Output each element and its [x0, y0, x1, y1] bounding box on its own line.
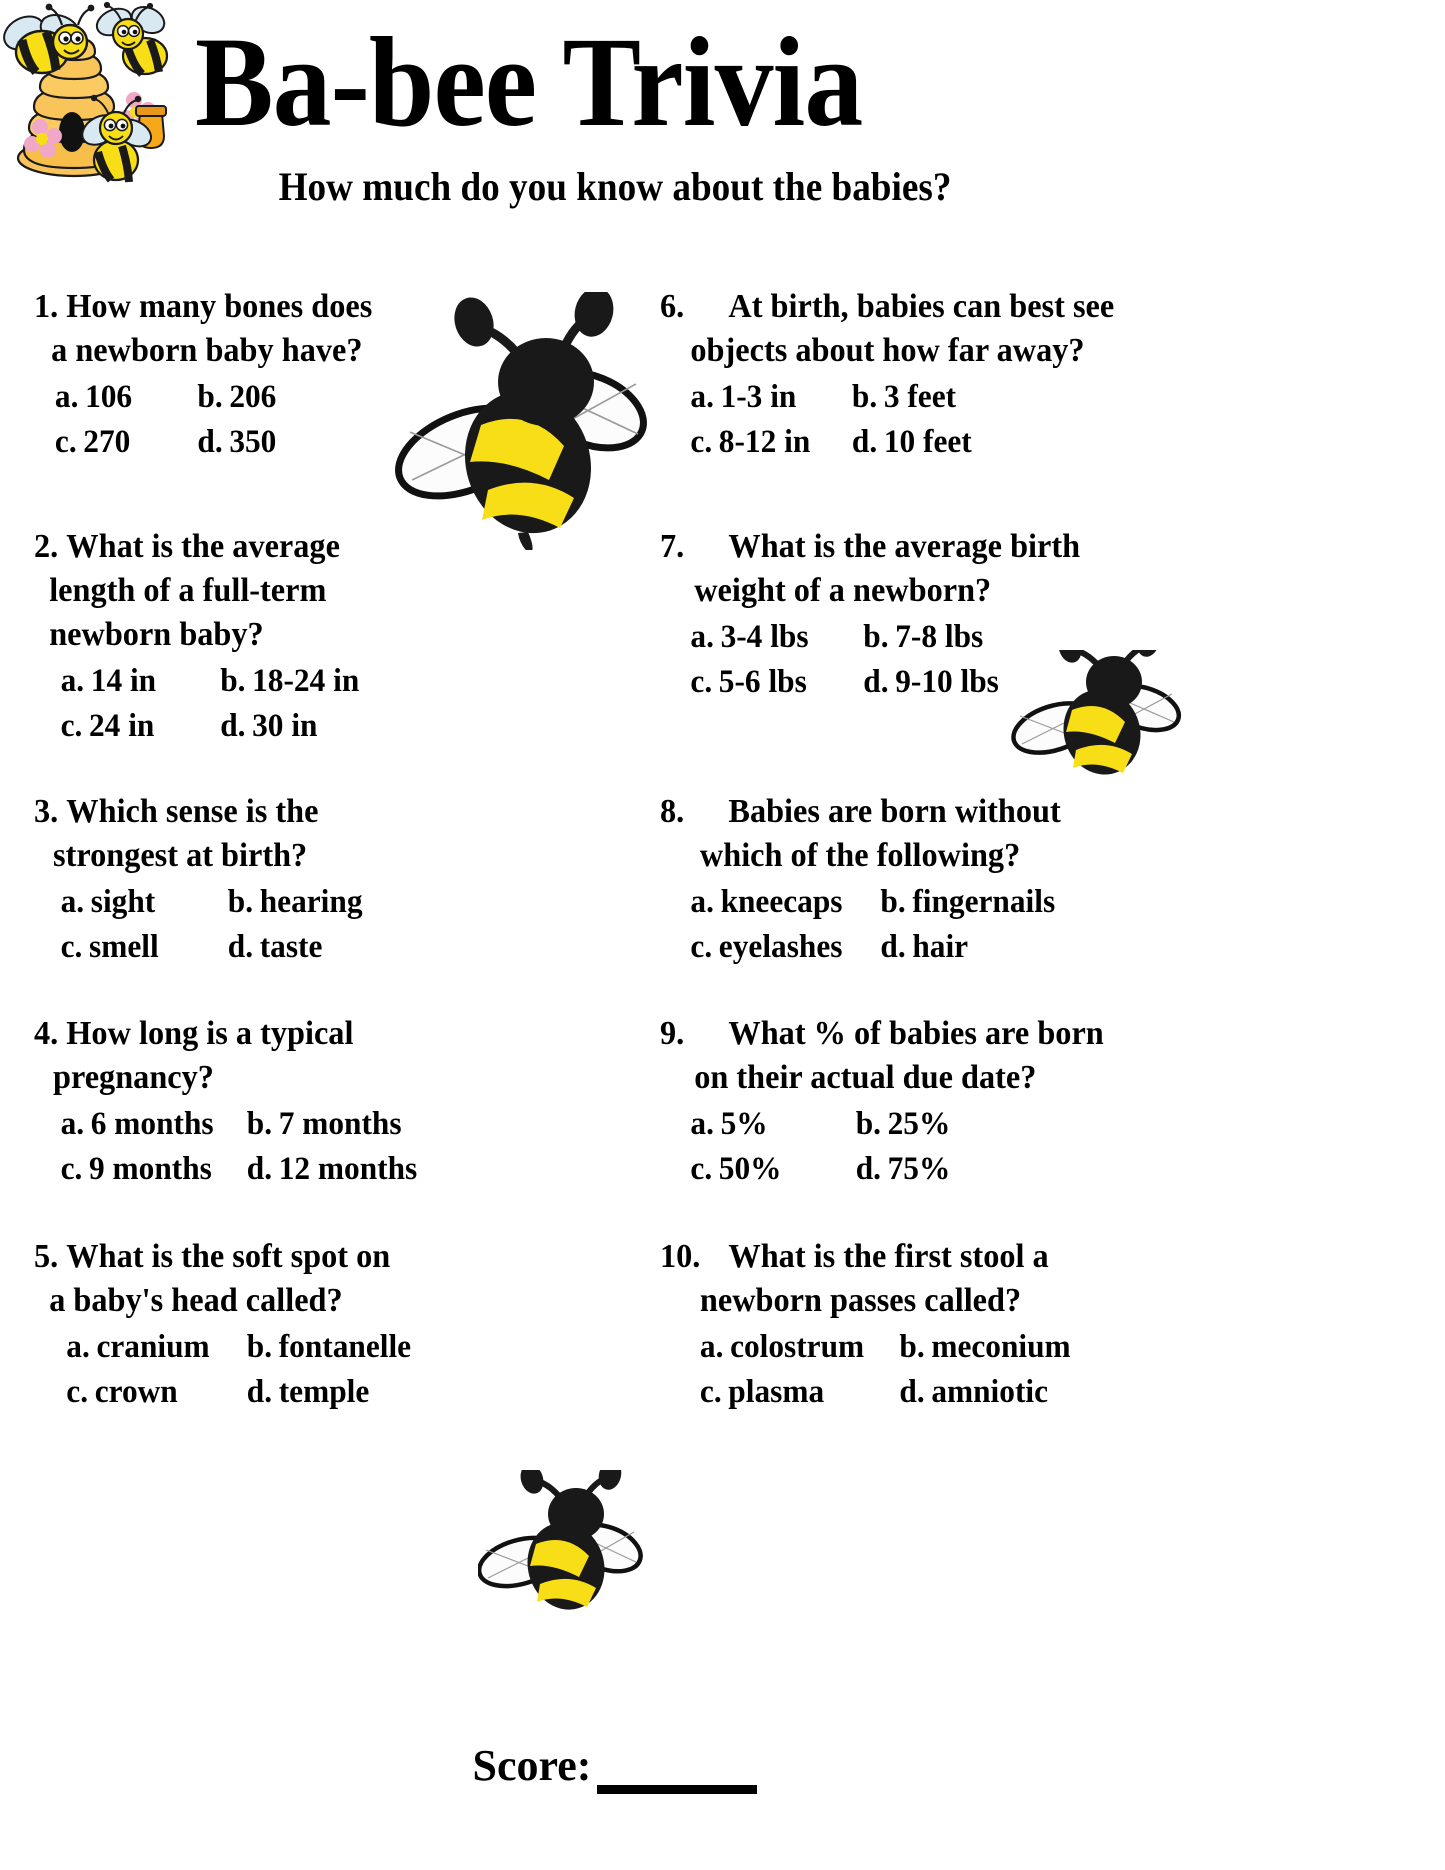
option-label: c. — [699, 1374, 722, 1410]
option-text: 3 feet — [883, 379, 957, 415]
question-text: What is the average — [66, 528, 340, 565]
option-d[interactable] — [852, 420, 972, 465]
option-label: c. — [690, 929, 713, 965]
option-c[interactable] — [34, 420, 197, 465]
option-text: 9-10 lbs — [895, 664, 999, 700]
answer-options — [34, 880, 452, 970]
option-text: 5% — [720, 1106, 768, 1142]
option-label: b. — [246, 1329, 273, 1365]
option-c[interactable] — [34, 925, 228, 970]
option-text: 12 months — [278, 1151, 418, 1187]
option-a[interactable] — [34, 1102, 247, 1147]
option-d[interactable] — [247, 1370, 369, 1415]
question-text: How long is a typical — [66, 1015, 354, 1052]
question-text: Which sense is the — [66, 793, 319, 830]
option-d[interactable] — [880, 925, 968, 970]
option-d[interactable] — [899, 1370, 1048, 1415]
option-c[interactable] — [660, 1370, 899, 1415]
option-b[interactable] — [228, 880, 363, 925]
option-label: d. — [863, 664, 889, 700]
option-label: d. — [880, 929, 906, 965]
option-d[interactable] — [247, 1147, 417, 1192]
question-number: 7. — [660, 528, 685, 565]
question-text: How many bones does — [66, 288, 373, 325]
option-label: a. — [60, 663, 85, 699]
option-label: c. — [60, 708, 83, 744]
option-label: b. — [863, 619, 889, 655]
option-text: 6 months — [90, 1106, 214, 1142]
option-c[interactable] — [660, 925, 880, 970]
option-text: hair — [912, 929, 969, 965]
option-b[interactable] — [220, 659, 359, 704]
option-text: 75% — [887, 1151, 951, 1187]
option-label: a. — [60, 884, 85, 920]
option-a[interactable] — [34, 375, 197, 420]
option-label: a. — [54, 379, 79, 415]
option-label: c. — [690, 664, 713, 700]
question-text: Babies are born without — [728, 793, 1061, 830]
option-b[interactable] — [247, 1325, 411, 1370]
option-label: d. — [855, 1151, 881, 1187]
question-text: At birth, babies can best see — [728, 288, 1115, 325]
page-title: Ba-bee Trivia — [195, 11, 863, 153]
option-d[interactable] — [863, 660, 999, 705]
option-label: a. — [60, 1106, 85, 1142]
question-number: 4. — [34, 1015, 59, 1052]
option-text: temple — [278, 1374, 370, 1410]
option-label: d. — [220, 708, 246, 744]
option-b[interactable] — [197, 375, 276, 420]
question-number: 9. — [660, 1015, 685, 1052]
option-text: 350 — [229, 424, 277, 460]
question-text-line: objects about how far away? — [690, 332, 1085, 369]
question-5 — [34, 1235, 474, 1415]
answer-options — [34, 1325, 452, 1415]
option-label: b. — [227, 884, 254, 920]
option-label: b. — [855, 1106, 881, 1142]
option-label: c. — [66, 1374, 89, 1410]
option-a[interactable] — [660, 1102, 856, 1147]
question-9 — [660, 1012, 1160, 1192]
option-a[interactable] — [34, 659, 220, 704]
option-text: smell — [89, 929, 159, 965]
question-number: 1. — [34, 288, 59, 325]
option-a[interactable] — [660, 375, 852, 420]
option-b[interactable] — [880, 880, 1055, 925]
option-text: amniotic — [931, 1374, 1049, 1410]
option-label: b. — [899, 1329, 925, 1365]
answer-options — [34, 375, 452, 465]
option-text: cranium — [96, 1329, 210, 1365]
question-4 — [34, 1012, 474, 1192]
option-c[interactable] — [660, 660, 863, 705]
option-d[interactable] — [220, 704, 317, 749]
option-text: 10 feet — [883, 424, 972, 460]
option-a[interactable] — [660, 1325, 899, 1370]
option-label: c. — [690, 1151, 713, 1187]
option-text: 5-6 lbs — [718, 664, 807, 700]
page-subtitle: How much do you know about the babies? — [278, 164, 952, 209]
option-b[interactable] — [247, 1102, 402, 1147]
question-text-line: which of the following? — [699, 837, 1021, 874]
option-a[interactable] — [660, 880, 880, 925]
option-text: 8-12 in — [718, 424, 811, 460]
option-a[interactable] — [34, 880, 228, 925]
option-label: b. — [220, 663, 246, 699]
option-c[interactable] — [660, 1147, 856, 1192]
option-text: 3-4 lbs — [720, 619, 809, 655]
option-label: b. — [880, 884, 906, 920]
option-label: c. — [60, 929, 83, 965]
option-label: a. — [690, 379, 714, 415]
option-a[interactable] — [34, 1325, 247, 1370]
answer-options — [660, 1102, 1135, 1192]
option-c[interactable] — [660, 420, 852, 465]
option-text: meconium — [931, 1329, 1071, 1365]
question-text-line: pregnancy? — [53, 1059, 214, 1096]
option-a[interactable] — [660, 615, 863, 660]
answer-options — [660, 880, 1135, 970]
option-text: eyelashes — [718, 929, 843, 965]
option-text: hearing — [259, 884, 363, 920]
option-label: d. — [851, 424, 878, 460]
answer-options — [660, 375, 1135, 465]
option-text: sight — [90, 884, 156, 920]
option-label: d. — [246, 1374, 273, 1410]
option-label: b. — [246, 1106, 273, 1142]
option-text: 18-24 in — [252, 663, 360, 699]
question-text-line: on their actual due date? — [694, 1059, 1037, 1096]
option-d[interactable] — [856, 1147, 951, 1192]
question-text-line: a baby's head called? — [49, 1282, 343, 1319]
option-b[interactable] — [899, 1325, 1070, 1370]
question-text-line: a newborn baby have? — [51, 332, 363, 369]
option-text: 14 in — [90, 663, 157, 699]
question-text-line: newborn passes called? — [699, 1282, 1022, 1319]
option-label: a. — [699, 1329, 724, 1365]
option-text: 206 — [229, 379, 277, 415]
option-label: a. — [690, 1106, 714, 1142]
score-input-blank[interactable] — [597, 1785, 757, 1794]
question-text-line: strongest at birth? — [53, 837, 308, 874]
option-label: a. — [66, 1329, 90, 1365]
question-1 — [34, 285, 474, 465]
option-b[interactable] — [863, 615, 983, 660]
option-b[interactable] — [852, 375, 956, 420]
option-text: crown — [94, 1374, 178, 1410]
option-label: d. — [246, 1151, 273, 1187]
question-text: What is the average birth — [728, 528, 1081, 565]
option-label: b. — [851, 379, 878, 415]
question-text-line: newborn baby? — [49, 616, 264, 653]
score-section — [0, 1740, 1230, 1794]
option-d[interactable] — [197, 420, 276, 465]
option-text: plasma — [728, 1374, 825, 1410]
option-label: d. — [899, 1374, 925, 1410]
option-label: c. — [54, 424, 77, 460]
question-number: 10. — [660, 1238, 701, 1275]
option-text: 24 in — [89, 708, 155, 744]
option-text: 7 months — [278, 1106, 402, 1142]
question-number: 2. — [34, 528, 59, 565]
option-text: fontanelle — [278, 1329, 412, 1365]
option-text: 106 — [85, 379, 133, 415]
question-number: 6. — [660, 288, 685, 325]
option-c[interactable] — [34, 1147, 247, 1192]
option-label: d. — [197, 424, 223, 460]
answer-options — [34, 1102, 452, 1192]
question-7 — [660, 525, 1160, 705]
question-text: What is the first stool a — [728, 1238, 1049, 1275]
option-label: a. — [690, 884, 714, 920]
question-8 — [660, 790, 1160, 970]
option-text: 25% — [887, 1106, 951, 1142]
option-c[interactable] — [34, 704, 220, 749]
question-number: 3. — [34, 793, 59, 830]
option-text: 7-8 lbs — [895, 619, 984, 655]
score-label: Score: — [472, 1741, 592, 1790]
answer-options — [34, 659, 452, 749]
answer-options — [660, 1325, 1135, 1415]
bee-icon — [478, 1470, 648, 1610]
question-text: What is the soft spot on — [66, 1238, 391, 1275]
option-label: b. — [197, 379, 223, 415]
option-label: d. — [227, 929, 254, 965]
option-text: 1-3 in — [720, 379, 797, 415]
page-header — [0, 0, 1445, 240]
answer-options — [660, 615, 1135, 705]
question-3 — [34, 790, 474, 970]
question-text: What % of babies are born — [728, 1015, 1104, 1052]
option-label: c. — [690, 424, 713, 460]
question-2 — [34, 525, 474, 749]
question-10 — [660, 1235, 1160, 1415]
question-6 — [660, 285, 1160, 465]
option-c[interactable] — [34, 1370, 247, 1415]
beehive-with-bees-icon — [2, 0, 192, 185]
option-b[interactable] — [856, 1102, 951, 1147]
option-d[interactable] — [228, 925, 323, 970]
question-text-line: weight of a newborn? — [694, 572, 992, 609]
option-text: kneecaps — [720, 884, 843, 920]
option-text: 50% — [718, 1151, 782, 1187]
option-text: 9 months — [89, 1151, 212, 1187]
option-label: a. — [690, 619, 714, 655]
option-text: 30 in — [252, 708, 318, 744]
question-text-line: length of a full-term — [49, 572, 327, 609]
question-number: 5. — [34, 1238, 59, 1275]
option-text: 270 — [83, 424, 131, 460]
question-number: 8. — [660, 793, 685, 830]
option-label: c. — [60, 1151, 83, 1187]
option-text: fingernails — [912, 884, 1056, 920]
option-text: colostrum — [730, 1329, 865, 1365]
option-text: taste — [259, 929, 323, 965]
